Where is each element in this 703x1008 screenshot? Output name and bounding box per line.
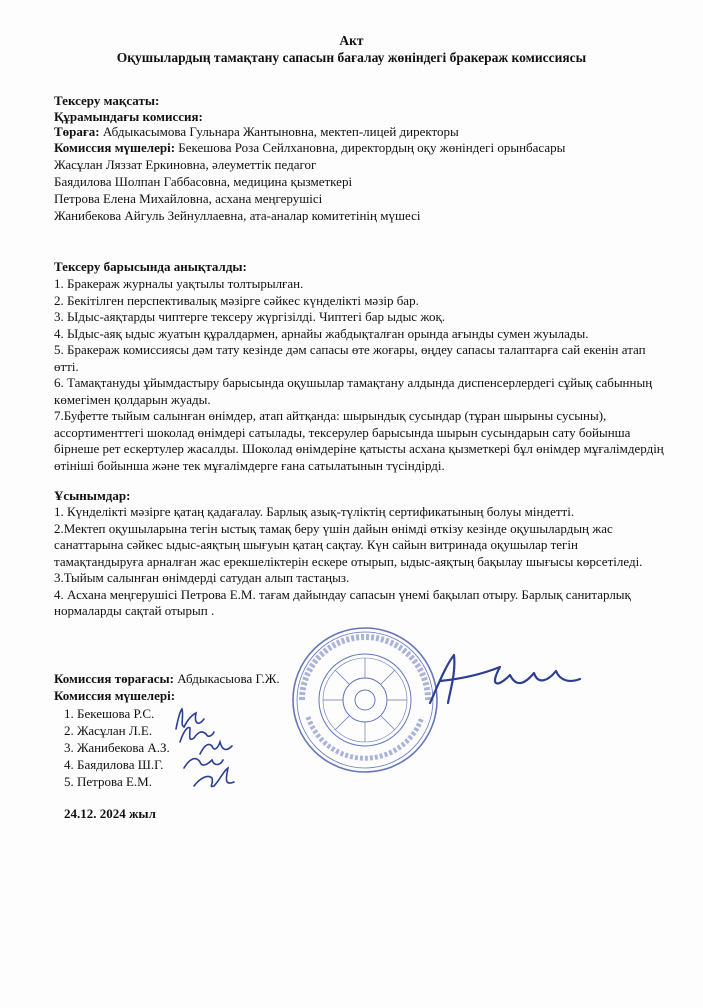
purpose-label: Тексеру мақсаты: (54, 93, 160, 108)
document-date: 24.12. 2024 жыл (64, 806, 156, 821)
member-item: Петрова Елена Михайловна, асхана меңгерушісі (54, 191, 323, 206)
finding-item: 2. Бекітілген перспективалық мәзірге сәйкес күнделікті мәзір бар. (54, 292, 419, 308)
signoff-member: 5. Петрова Е.М. (64, 774, 152, 789)
chair-line (54, 124, 459, 140)
recommendation-item: 4. Асхана меңгерушісі Петрова Е.М. тағам дайындау сапасын үнемі бақылап отыру. Барлық санитарлық нормаларды сақтай отырып . (54, 586, 631, 618)
finding-item: 6. Тамақтануды ұйымдастыру барысында оқушылар тамақтану алдында диспенсерлердегі сұйық сабынның көмегімен қолдарын жуады. (54, 375, 653, 407)
member-item: Жасұлан Ляззат Еркиновна, әлеуметтік педагог (54, 157, 317, 172)
signoff-member: 3. Жанибекова А.З. (64, 740, 170, 755)
finding-item: 3. Ыдыс-аяқтарды чиптерге тексеру жүргізілді. Чиптегі бар ыдыс жоқ. (54, 309, 446, 324)
findings-list (54, 276, 664, 474)
members-line (54, 140, 565, 156)
recommendation-item: 2.Мектеп оқушыларына тегін ыстық тамақ беру үшін дайын өнімді өткізу кезінде оқушылардың жас санаттарына сәйкес ыдыс-аяқтың шығуын қатаң сақтау. Күн сайын витринада оқушылар тегін тамақтандыруға арналған жас ерекшеліктерін ескере отырып, ыдыс-аяқтың бақылау шығысы көрсетіледі. (54, 520, 643, 569)
chair-text: Абдыкасымова Гульнара Жантыновна, мектеп-лицей директоры (99, 124, 459, 139)
signoff-chair-line (54, 671, 280, 687)
signoff-chair-name: Абдыкасыова Г.Ж. (173, 671, 280, 686)
recommendation-item: 1. Күнделікті мәзірге қатаң қадағалау. Барлық азық-түліктің сертификатының болуы міндетті. (54, 504, 575, 519)
signoff-members-label: Комиссия мүшелері: (54, 688, 176, 703)
chair-label: Төраға: (54, 124, 100, 139)
member-item: Жанибекова Айгуль Зейнуллаевна, ата-аналар комитетінің мүшесі (54, 208, 421, 223)
signoff-member: 4. Баядилова Ш.Г. (64, 757, 164, 772)
member-signature-icon (190, 764, 240, 794)
composition-label: Құрамындағы комиссия: (54, 109, 203, 124)
recommendations-list (54, 504, 664, 620)
members-first: Бекешова Роза Сейлхановна, директордың оқу жөніндегі орынбасары (175, 140, 566, 155)
finding-item: 5. Бракераж комиссиясы дәм тату кезінде дәм сапасы өте жоғары, өңдеу сапасы талаптарға сай екенін атап өтті. (54, 342, 646, 374)
member-item: Баядилова Шолпан Габбасовна, медицина қызметкері (54, 174, 353, 189)
recommendation-item: 3.Тыйым салынған өнімдерді сатудан алып тастаңыз. (54, 570, 350, 585)
finding-item: 4. Ыдыс-аяқ ыдыс жуатын құралдармен, арнайы жабдықталған орында ағынды сумен жуылады. (54, 325, 589, 341)
signoff-member: 1. Бекешова Р.С. (64, 706, 155, 721)
document-subtitle: Оқушылардың тамақтану сапасын бағалау жөніндегі бракераж комиссиясы (116, 50, 587, 65)
finding-item: 1. Бракераж журналы уақтылы толтырылған. (54, 276, 304, 291)
document-title: Акт (339, 33, 364, 48)
recommendations-label: Ұсынымдар: (54, 488, 131, 503)
findings-label: Тексеру барысында анықталды: (54, 259, 247, 274)
signoff-member: 2. Жасұлан Л.Е. (64, 723, 153, 738)
chair-signature-icon (420, 645, 585, 715)
official-stamp-icon (290, 625, 440, 775)
members-label: Комиссия мүшелері: (54, 140, 176, 155)
finding-item: 7.Буфетте тыйым салынған өнімдер, атап айтқанда: шырындық сусындар (тұран шырыны сусыны), ассортименттегі шоколад өнімдері сатылады, тексерулер барысында шырын сусындарын сату бойынша бірнеше рет ескертулер жасалды. Шоколад өнімдеріне қатысты асхана қызметкері бұл өнімдер мұғалімдердің өтініші бойынша және тек мұғалімдерге ғана сатылатынын түсіндірді. (54, 408, 664, 473)
signoff-chair-label: Комиссия төрағасы: (54, 671, 174, 686)
